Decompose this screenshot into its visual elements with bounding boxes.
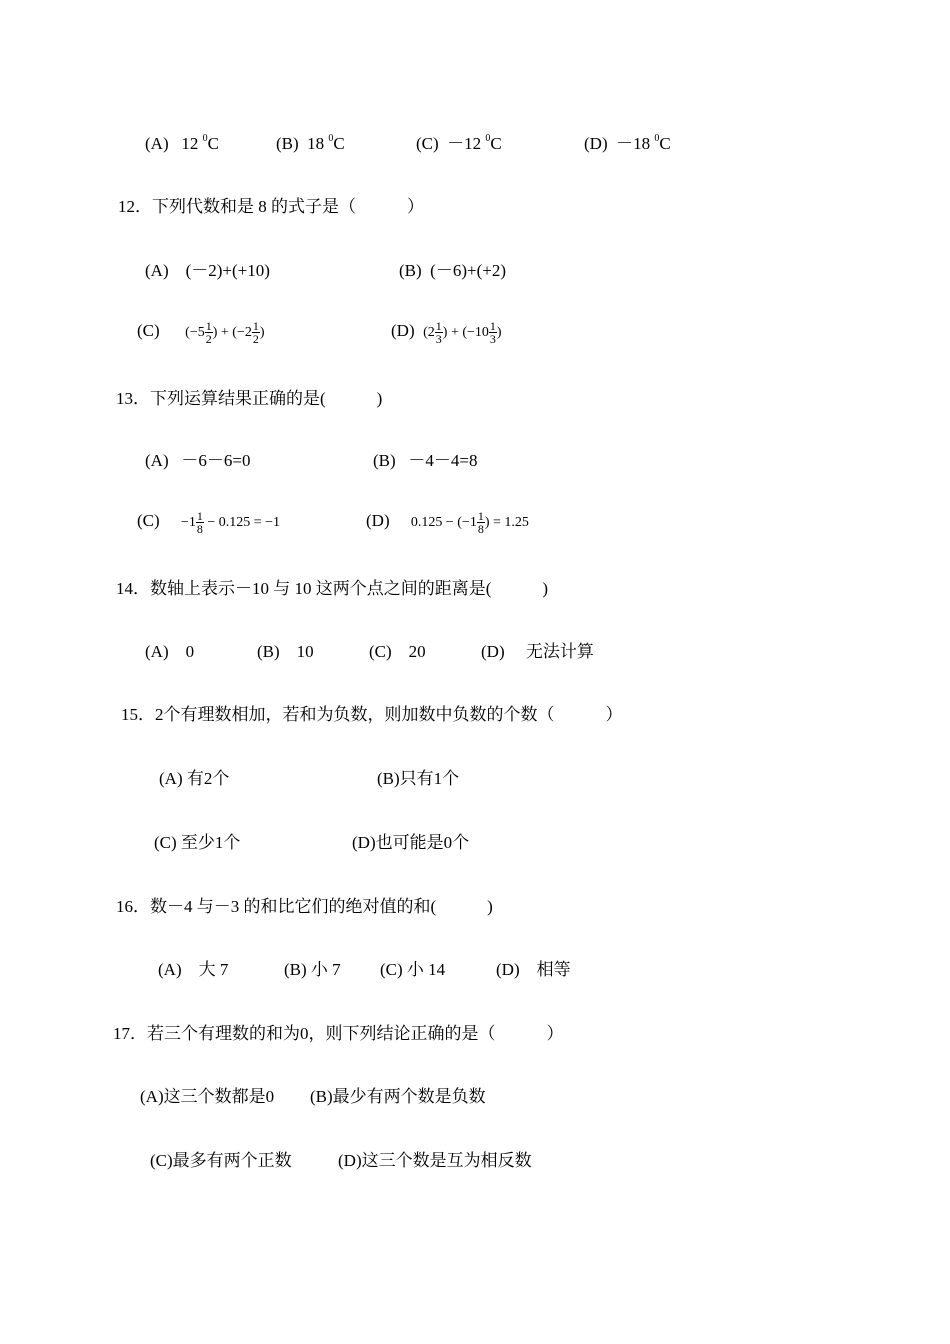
q12-option-d: (D) (2 $\frac{1}{3}$ ) + (−10 $\frac{1}{3}$ )	[391, 318, 502, 346]
q17-option-c: (C)最多有两个正数	[150, 1151, 292, 1170]
q14-stem: 14．数轴上表示－10 与 10 这两个点之间的距离是( )	[116, 579, 549, 598]
q11-option-d: (D) －18 $^0$C	[584, 133, 671, 153]
q15-option-d: (D)也可能是0个	[352, 833, 470, 852]
fraction: $\frac{1}{3}$	[435, 318, 442, 346]
q13-option-d: (D) 0.125 − (−1 $\frac{1}{8}$ ) = 1.25	[366, 508, 529, 536]
q11-option-b: (B) 18 $^0$C	[276, 133, 345, 153]
q15-option-a: (A) 有2个	[159, 769, 230, 788]
q14-option-b: (B) 10	[257, 642, 314, 661]
fraction: $\frac{1}{8}$	[196, 508, 203, 536]
fraction: $\frac{1}{8}$	[477, 508, 484, 536]
q12-stem: 12．下列代数和是 8 的式子是（ ）	[118, 197, 424, 216]
q11-option-a: (A) 12 $^0$C	[145, 133, 219, 153]
q17-option-a: (A)这三个数都是0	[140, 1087, 275, 1106]
q13-option-b: (B) －4－4=8	[373, 451, 478, 470]
fraction: $\frac{1}{3}$	[489, 318, 496, 346]
q12-option-a: (A) (－2)+(+10)	[145, 261, 270, 280]
q17-stem: 17．若三个有理数的和为0，则下列结论正确的是（ ）	[113, 1024, 564, 1043]
q14-option-a: (A) 0	[145, 642, 195, 661]
q12-option-b: (B) (－6)+(+2)	[399, 261, 506, 280]
q17-option-d: (D)这三个数是互为相反数	[338, 1151, 532, 1170]
q16-option-c: (C) 小 14	[380, 960, 446, 979]
q15-option-b: (B)只有1个	[377, 769, 460, 788]
q13-option-c: (C) −1 $\frac{1}{8}$ − 0.125 = −1	[137, 508, 281, 536]
q11-option-c: (C) －12 $^0$C	[416, 133, 502, 153]
q16-option-a: (A) 大 7	[158, 960, 229, 979]
fraction: $\frac{1}{2}$	[252, 318, 259, 346]
q16-stem: 16．数－4 与－3 的和比它们的绝对值的和( )	[116, 897, 493, 916]
q14-option-c: (C) 20	[369, 642, 426, 661]
q12-option-c: (C) (−5 $\frac{1}{2}$ ) + (−2 $\frac{1}{2}$ )	[137, 318, 265, 346]
q16-option-b: (B) 小 7	[284, 960, 341, 979]
q17-option-b: (B)最少有两个数是负数	[310, 1087, 486, 1106]
q13-option-a: (A) －6－6=0	[145, 451, 251, 470]
q14-option-d: (D) 无法计算	[481, 642, 594, 661]
q15-option-c: (C) 至少1个	[154, 833, 241, 852]
q13-stem: 13．下列运算结果正确的是( )	[116, 389, 383, 408]
q16-option-d: (D) 相等	[496, 960, 571, 979]
q15-stem: 15．2个有理数相加，若和为负数，则加数中负数的个数（ ）	[121, 705, 623, 724]
fraction: $\frac{1}{2}$	[205, 318, 212, 346]
